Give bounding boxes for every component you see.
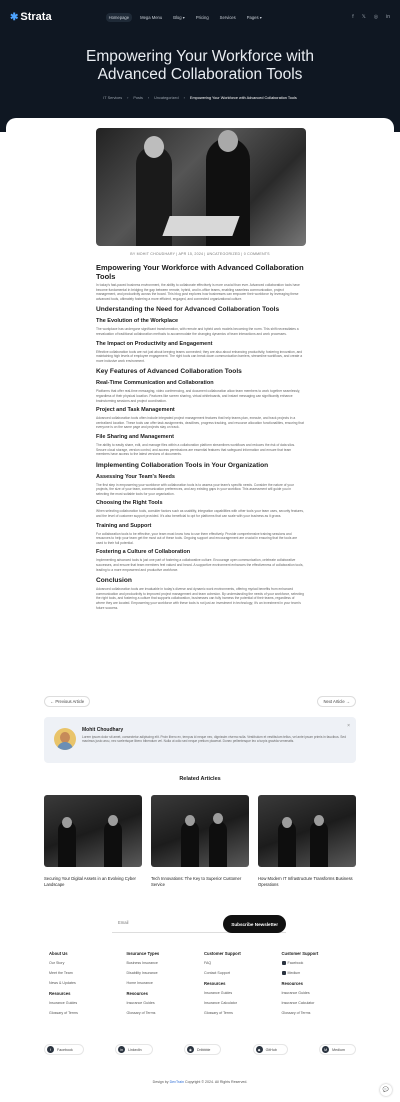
post-meta: BY MOHIT CHOUDHARY | APR 15, 2024 | UNCATEGORIZED | 0 COMMENTS — [130, 252, 270, 256]
footer-heading: Resources — [204, 981, 226, 986]
breadcrumb-item[interactable]: Uncategorized — [154, 96, 179, 100]
medium-icon — [282, 971, 286, 975]
subsection-heading: Assessing Your Team's Needs — [96, 473, 175, 480]
subsection-heading: Fostering a Culture of Collaboration — [96, 549, 191, 556]
footer-link[interactable]: Meet the Team — [49, 971, 73, 975]
footer-link[interactable]: Glossary of Terms — [126, 1011, 156, 1015]
person-head — [144, 136, 164, 158]
related-article-card[interactable] — [151, 795, 249, 887]
footer-column — [282, 951, 360, 1021]
footer-heading: About Us — [49, 951, 68, 956]
dribbble-icon: ◉ — [188, 1047, 193, 1052]
page-title: Empowering Your Workforce with Advanced Collaboration Tools — [85, 48, 314, 83]
footer-link[interactable]: Insurance Guides — [204, 991, 233, 995]
laptop-shape — [162, 216, 239, 236]
footer-link-facebook[interactable] — [282, 961, 360, 965]
footer-link[interactable]: Insurance Guides — [126, 1001, 155, 1005]
footer-column — [204, 951, 282, 1021]
footer-columns — [49, 951, 359, 1021]
main-nav — [106, 13, 265, 22]
newsletter-form — [112, 915, 286, 933]
author-bio: Lorem ipsum dolor sit amet, consectetur adipiscing elit. Proin libero ex, tempus id neque nec, dignissim viverra nulla. Vestibulum et vestibulum tellus, vel ante ipsum primis in faucibus. Sed maximus justo arcu, nec scelerisque libero bibendum vel. Nulla ut odio sed neque pretium placerat. Donec pellentesque leo a turpis gravida venenatis. — [82, 735, 346, 744]
article-paragraph: The first step in empowering your workforce with collaboration tools is to assess your team's specific needs. Consider the nature of your projects, the size of your team, communication preferences, and any existing gaps in your workflow. This assessment will guide you in selecting the most suitable tools for your organization. — [96, 482, 294, 496]
footer-heading: Resources — [49, 991, 71, 996]
facebook-icon — [282, 961, 286, 965]
related-article-image[interactable] — [44, 795, 142, 867]
x-icon[interactable]: × — [347, 723, 350, 729]
copyright-suffix: Copyright © 2024. All Rights Reserved. — [184, 1080, 248, 1084]
article — [86, 128, 314, 610]
dribbble-link[interactable] — [184, 1044, 221, 1055]
footer-link[interactable]: Glossary of Terms — [204, 1011, 233, 1015]
social-label: Dribbble — [196, 1047, 211, 1052]
linkedin-icon[interactable]: in — [386, 14, 390, 20]
github-link[interactable] — [253, 1044, 288, 1055]
footer-heading: Resources — [126, 991, 148, 996]
social-label: Facebook — [57, 1047, 73, 1052]
related-article-image[interactable] — [151, 795, 249, 867]
related-article-title[interactable]: Securing Your Digital Assets in an Evolving Cyber Landscape — [44, 876, 136, 887]
footer-link[interactable]: Insurance Calculator — [281, 1001, 315, 1005]
footer-heading: Customer Support — [281, 951, 319, 956]
person-figure — [104, 821, 122, 867]
footer-link[interactable]: News & Updates — [49, 981, 76, 985]
related-article-title[interactable]: How Modern IT Infrastructure Transforms Business Operations — [258, 876, 353, 887]
social-label: GitHub — [265, 1047, 277, 1052]
medium-link[interactable] — [319, 1044, 356, 1055]
article-paragraph: When selecting collaboration tools, consider factors such as usability, integration capabilities with other tools your team uses, security features, and the level of customer support provided. It's also beneficial to opt for platforms that can scale with your business as it grows. — [96, 509, 304, 519]
person-head — [62, 817, 72, 828]
breadcrumb-item[interactable]: IT Services — [103, 96, 123, 100]
footer-link[interactable]: Contact Support — [204, 971, 230, 975]
subsection-heading: Project and Task Management — [96, 407, 175, 414]
facebook-link[interactable] — [44, 1044, 84, 1055]
nav-item-mega-menu[interactable]: Mega Menu — [140, 14, 163, 20]
article-paragraph: In today's fast-paced business environment, the ability to collaborate effectively is more crucial than ever. Advanced collaboration tools have become fundamental in bridging the gap between remote, hybrid, and in-office teams, enabling seamless communication, project management, and productivity across the board. This blog post explores how businesses can empower their workforce by leveraging these advanced tools, ultimately fostering a more efficient, engaged, and connected organizational culture. — [96, 283, 300, 301]
facebook-icon[interactable]: f — [352, 14, 354, 20]
related-article-card[interactable] — [258, 795, 356, 887]
person-head — [218, 130, 238, 152]
github-icon: ◆ — [256, 1046, 263, 1053]
breadcrumb-current: Empowering Your Workforce with Advanced Collaboration Tools — [189, 96, 297, 100]
footer-heading: Customer Support — [204, 951, 241, 956]
footer-link[interactable]: Home Insurance — [126, 981, 153, 985]
person-figure — [181, 821, 199, 867]
nav-item-services[interactable]: Services — [219, 14, 236, 20]
section-heading: Implementing Collaboration Tools in Your Organization — [96, 461, 269, 469]
top-bar — [0, 0, 400, 34]
top-social — [352, 14, 390, 20]
author-name[interactable]: Mohit Choudhary — [82, 727, 124, 733]
footer-link[interactable]: Disability Insurance — [126, 971, 158, 975]
related-article-card[interactable] — [44, 795, 142, 887]
article-paragraph: Implementing advanced tools is just one part of fostering a collaborative culture. Encourage open communication, celebrate collaborative successes, and ensure that team members feel valued and heard. A supportive environment enhances the effectiveness of collaboration tools, leading to a more empowered and productive workforce. — [96, 558, 304, 572]
hero — [0, 0, 400, 132]
related-article-title[interactable]: Tech Innovations: The Key to Superior Customer Service — [151, 876, 242, 887]
footer-link[interactable]: Glossary of Terms — [281, 1011, 311, 1015]
footer-social — [44, 1044, 356, 1055]
logo-text: Strata — [20, 11, 52, 23]
logo-mark-icon: ✱ — [10, 11, 19, 23]
footer-column — [49, 951, 127, 1021]
breadcrumb-separator: › — [147, 96, 150, 100]
subsection-heading: File Sharing and Management — [96, 433, 174, 440]
footer-link[interactable]: Business Insurance — [126, 961, 158, 965]
nav-item-blog[interactable]: Blog ▾ — [173, 14, 185, 20]
logo[interactable] — [10, 11, 52, 23]
person-figure — [209, 821, 227, 867]
subscribe-button[interactable]: Subscribe Newsletter — [223, 915, 286, 933]
footer-link[interactable]: FAQ — [204, 961, 212, 965]
footer-link[interactable]: Insurance Guides — [281, 991, 310, 995]
copyright-prefix: Design by — [152, 1080, 170, 1084]
previous-article-button[interactable]: ← Previous Article — [44, 696, 90, 707]
person-head — [282, 817, 292, 828]
related-article-image[interactable] — [258, 795, 356, 867]
article-title: Empowering Your Workforce with Advanced Collaboration Tools — [96, 263, 304, 281]
footer-link-medium[interactable] — [282, 971, 360, 975]
post-pager — [44, 696, 356, 707]
article-paragraph: Advanced collaboration tools often include integrated project management features that help teams plan, execute, and track projects in a centralized location. These tools can offer task assignments, deadlines, progress tracking, and resource allocation functionalities, ensuring that everyone is on the same page and projects stay on track. — [96, 416, 304, 430]
related-articles — [44, 795, 356, 887]
nav-item-pages[interactable]: Pages ▾ — [246, 14, 262, 20]
footer-link[interactable]: Our Story — [49, 961, 65, 965]
chat-icon[interactable]: 💬 — [380, 1084, 392, 1096]
article-paragraph: For collaboration tools to be effective, your team must know how to use them effectively. Provide comprehensive training sessions and resources to help your team get the most out of these tools. Ongoing support and encouragement are crucial in ensuring that the tools are used to their full potential. — [96, 531, 298, 545]
section-heading: Conclusion — [96, 577, 132, 585]
article-paragraph: Platforms that offer real-time messaging, video conferencing, and document collaboration allow team members to work together seamlessly, regardless of their physical location. Features like screen sharing, virtual whiteboards, and instant messaging can significantly enhance brainstorming sessions and project coordination. — [96, 389, 301, 403]
x-icon[interactable]: 𝕏 — [361, 14, 366, 20]
footer-heading: Resources — [281, 981, 303, 986]
featured-image — [96, 128, 306, 246]
person-head — [213, 813, 223, 824]
subsection-heading: The Evolution of the Workplace — [96, 318, 179, 325]
footer-column — [127, 951, 205, 1021]
breadcrumb-separator: › — [183, 96, 185, 100]
next-article-button[interactable]: Next Article → — [317, 696, 356, 707]
designer-link[interactable]: DevTrain — [169, 1080, 185, 1084]
article-paragraph: The workplace has undergone significant transformation, with remote and hybrid work models becoming the norm. This shift necessitates a reevaluation of traditional collaboration methods to accommodate the changing dynamics of team interactions and work processes. — [96, 327, 299, 336]
medium-icon: M — [324, 1047, 328, 1052]
social-label: Medium — [332, 1047, 345, 1052]
subsection-heading: The Impact on Productivity and Engagement — [96, 340, 213, 347]
person-figure — [310, 821, 328, 867]
subsection-heading: Real-Time Communication and Collaboration — [96, 380, 214, 387]
section-heading: Key Features of Advanced Collaboration Tools — [96, 368, 242, 376]
instagram-icon[interactable]: ◎ — [373, 14, 379, 20]
breadcrumb — [0, 96, 400, 100]
linkedin-link[interactable] — [115, 1044, 153, 1055]
footer-heading: Insurance Types — [126, 951, 160, 956]
avatar — [54, 728, 76, 750]
breadcrumb-item[interactable]: Posts — [133, 96, 143, 100]
subsection-heading: Training and Support — [96, 522, 152, 529]
social-label: LinkedIn — [128, 1047, 142, 1052]
person-head — [185, 815, 195, 826]
footer-link[interactable]: Insurance Calculator — [204, 1001, 237, 1005]
footer-link-label: Medium — [287, 971, 301, 975]
article-paragraph: Effective collaboration tools are not just about keeping teams connected; they are also about enhancing productivity, fostering innovation, and maintaining high levels of employee engagement. The right tools can break down communication barriers, streamline workflows, and create a more inclusive work environment. — [96, 349, 303, 363]
linkedin-icon: in — [118, 1046, 125, 1053]
copyright — [0, 1080, 400, 1084]
nav-item-homepage[interactable]: Homepage — [106, 13, 133, 22]
author-box — [44, 717, 356, 763]
footer-link[interactable]: Glossary of Terms — [49, 1011, 78, 1015]
facebook-icon: f — [47, 1046, 54, 1053]
article-paragraph: Advanced collaboration tools are invaluable in today's diverse and dynamic work environments, offering myriad benefits from enhanced communication and productivity to improved project management and team cohesion. By understanding the needs of your workforce, selecting the right tools, and fostering a culture that supports collaboration, businesses can fully harness the potential of their teams, regardless of where they are located. Empowering your workforce with these tools is not just an investment in technology; it's an investment in your team's future success. — [96, 587, 305, 610]
footer-link-label: Facebook — [287, 961, 304, 965]
avatar-body — [57, 742, 73, 750]
email-field[interactable]: Email — [118, 920, 129, 925]
nav-item-pricing[interactable]: Pricing — [195, 14, 209, 20]
breadcrumb-separator: › — [127, 96, 129, 100]
footer-link[interactable]: Insurance Guides — [49, 1001, 78, 1005]
person-head — [314, 815, 324, 826]
related-articles-title: Related Articles — [179, 776, 221, 782]
section-heading: Understanding the Need for Advanced Collaboration Tools — [96, 306, 280, 314]
person-head — [108, 815, 118, 826]
article-paragraph: The ability to easily share, edit, and manage files within a collaboration platform streamlines workflows and reduces the risk of data silos. Secure cloud storage, version control, and access permissions are essential features that safeguard information and ensure that team members have access to the latest versions of documents. — [96, 442, 296, 457]
subsection-heading: Choosing the Right Tools — [96, 500, 163, 507]
